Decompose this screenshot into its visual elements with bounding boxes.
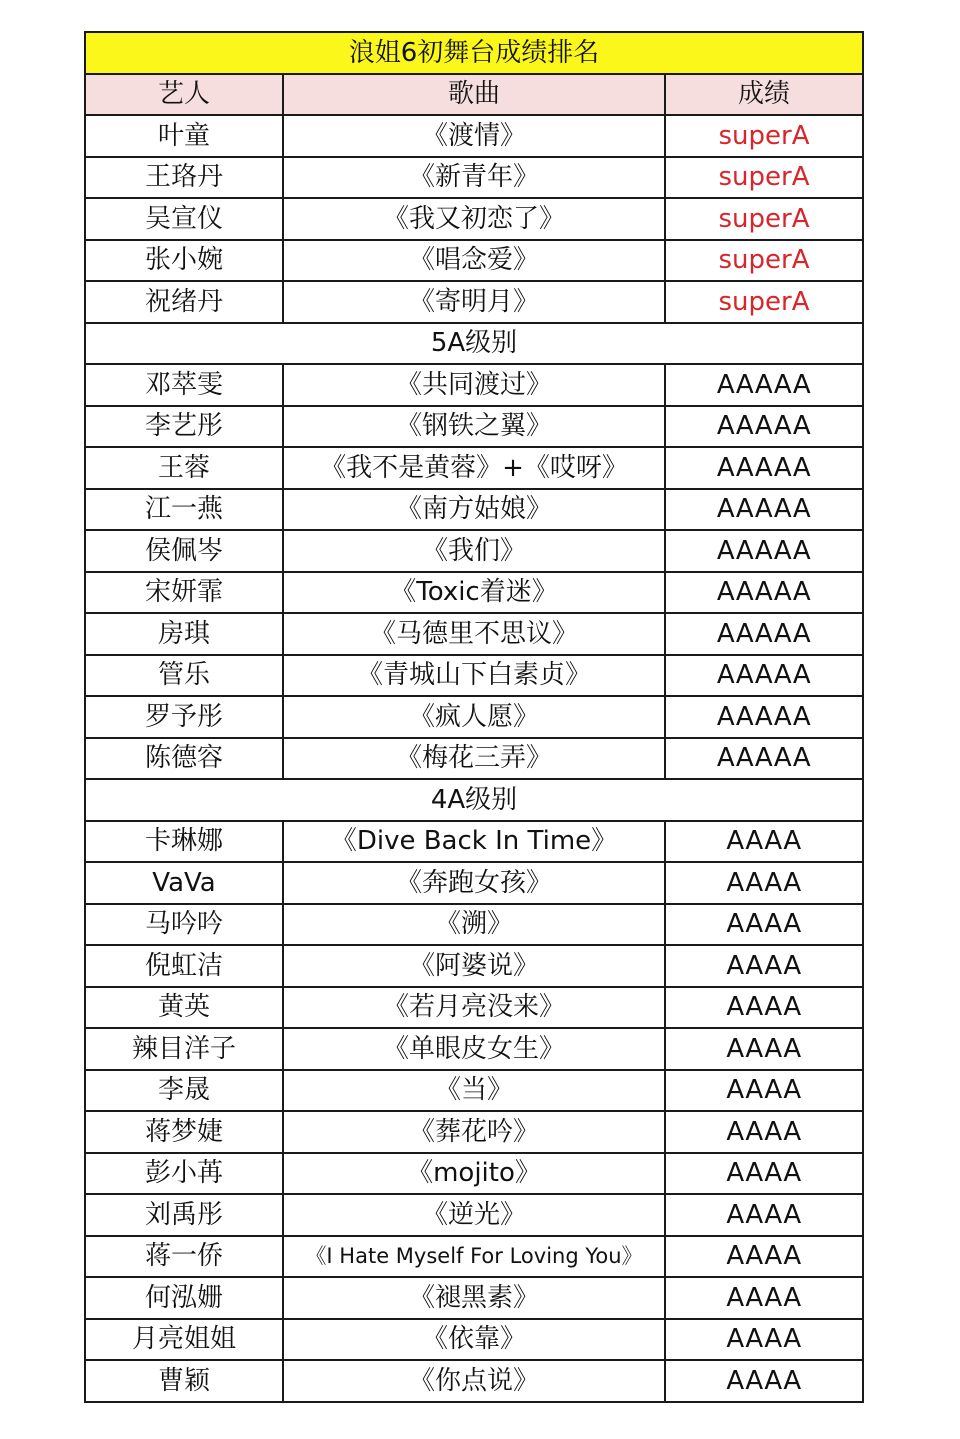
grade-cell: AAAA	[665, 1111, 863, 1153]
table-row	[85, 447, 863, 489]
table-row	[85, 1360, 863, 1402]
artist-cell: 辣目洋子	[85, 1028, 283, 1070]
artist-cell: 马吟吟	[85, 904, 283, 946]
section-row-4a	[85, 779, 863, 821]
song-cell: 《I Hate Myself For Loving You》	[283, 1236, 665, 1278]
artist-cell: 侯佩岑	[85, 530, 283, 572]
song-cell: 《渡情》	[283, 115, 665, 157]
artist-cell: 倪虹洁	[85, 945, 283, 987]
artist-cell: 月亮姐姐	[85, 1319, 283, 1361]
grade-cell: AAAA	[665, 862, 863, 904]
table-row	[85, 281, 863, 323]
song-cell: 《Dive Back In Time》	[283, 821, 665, 863]
grade-cell: AAAA	[665, 945, 863, 987]
grade-cell: AAAA	[665, 1028, 863, 1070]
table-row	[85, 115, 863, 157]
artist-cell: 刘禹彤	[85, 1194, 283, 1236]
artist-cell: 张小婉	[85, 240, 283, 282]
song-cell: 《钢铁之翼》	[283, 406, 665, 448]
song-cell: 《梅花三弄》	[283, 738, 665, 780]
grade-cell: AAAAA	[665, 655, 863, 697]
song-cell: 《褪黑素》	[283, 1277, 665, 1319]
table-row	[85, 240, 863, 282]
song-cell: 《奔跑女孩》	[283, 862, 665, 904]
song-cell: 《我们》	[283, 530, 665, 572]
artist-cell: 罗予彤	[85, 696, 283, 738]
song-cell: 《南方姑娘》	[283, 489, 665, 531]
table-row	[85, 862, 863, 904]
grade-cell: AAAAA	[665, 489, 863, 531]
grade-cell: superA	[665, 115, 863, 157]
artist-cell: 叶童	[85, 115, 283, 157]
table-row	[85, 406, 863, 448]
table-row	[85, 1194, 863, 1236]
song-cell: 《新青年》	[283, 157, 665, 199]
artist-cell: 蒋一侨	[85, 1236, 283, 1278]
song-cell: 《若月亮没来》	[283, 987, 665, 1029]
song-cell: 《Toxic着迷》	[283, 572, 665, 614]
table-row	[85, 1236, 863, 1278]
table-row	[85, 738, 863, 780]
grade-cell: AAAAA	[665, 530, 863, 572]
artist-cell: 陈德容	[85, 738, 283, 780]
table-row	[85, 198, 863, 240]
grade-cell: AAAAA	[665, 738, 863, 780]
grade-cell: AAAA	[665, 1319, 863, 1361]
grade-cell: AAAAA	[665, 613, 863, 655]
song-cell: 《你点说》	[283, 1360, 665, 1402]
grade-cell: superA	[665, 157, 863, 199]
grade-cell: AAAA	[665, 904, 863, 946]
table-title: 浪姐6初舞台成绩排名	[85, 32, 863, 74]
song-cell: 《我不是黄蓉》+《哎呀》	[283, 447, 665, 489]
table-row	[85, 945, 863, 987]
grade-cell: AAAAA	[665, 447, 863, 489]
artist-cell: 江一燕	[85, 489, 283, 531]
song-cell: 《马德里不思议》	[283, 613, 665, 655]
table-row	[85, 821, 863, 863]
song-cell: 《溯》	[283, 904, 665, 946]
table-row	[85, 530, 863, 572]
artist-cell: 彭小苒	[85, 1153, 283, 1195]
grade-cell: AAAA	[665, 1194, 863, 1236]
table-row	[85, 157, 863, 199]
table-row	[85, 904, 863, 946]
song-cell: 《单眼皮女生》	[283, 1028, 665, 1070]
song-cell: 《疯人愿》	[283, 696, 665, 738]
header-grade: 成绩	[665, 74, 863, 116]
header-song: 歌曲	[283, 74, 665, 116]
section-label-5a: 5A级别	[85, 323, 863, 365]
artist-cell: 李晟	[85, 1070, 283, 1112]
table-row	[85, 572, 863, 614]
grade-cell: superA	[665, 240, 863, 282]
artist-cell: VaVa	[85, 862, 283, 904]
song-cell: 《唱念爱》	[283, 240, 665, 282]
table-row	[85, 1277, 863, 1319]
table-row	[85, 987, 863, 1029]
grade-cell: AAAA	[665, 1153, 863, 1195]
song-cell: 《mojito》	[283, 1153, 665, 1195]
artist-cell: 何泓姗	[85, 1277, 283, 1319]
artist-cell: 祝绪丹	[85, 281, 283, 323]
artist-cell: 曹颖	[85, 1360, 283, 1402]
artist-cell: 房琪	[85, 613, 283, 655]
grade-cell: AAAA	[665, 1360, 863, 1402]
grade-cell: AAAAA	[665, 572, 863, 614]
song-cell: 《逆光》	[283, 1194, 665, 1236]
grade-cell: AAAA	[665, 987, 863, 1029]
grade-cell: AAAAA	[665, 406, 863, 448]
table-row	[85, 489, 863, 531]
grade-cell: AAAA	[665, 821, 863, 863]
artist-cell: 卡琳娜	[85, 821, 283, 863]
song-cell: 《我又初恋了》	[283, 198, 665, 240]
artist-cell: 王珞丹	[85, 157, 283, 199]
artist-cell: 黄英	[85, 987, 283, 1029]
table-row	[85, 1319, 863, 1361]
ranking-sheet	[84, 31, 862, 1403]
grade-cell: AAAA	[665, 1070, 863, 1112]
artist-cell: 管乐	[85, 655, 283, 697]
song-cell: 《当》	[283, 1070, 665, 1112]
table-row	[85, 613, 863, 655]
song-cell: 《共同渡过》	[283, 364, 665, 406]
artist-cell: 蒋梦婕	[85, 1111, 283, 1153]
grade-cell: superA	[665, 281, 863, 323]
song-cell: 《依靠》	[283, 1319, 665, 1361]
ranking-table	[84, 31, 864, 1403]
table-row	[85, 655, 863, 697]
grade-cell: AAAAA	[665, 696, 863, 738]
header-row	[85, 74, 863, 116]
section-label-4a: 4A级别	[85, 779, 863, 821]
artist-cell: 邓萃雯	[85, 364, 283, 406]
grade-cell: superA	[665, 198, 863, 240]
song-cell: 《葬花吟》	[283, 1111, 665, 1153]
artist-cell: 李艺彤	[85, 406, 283, 448]
grade-cell: AAAAA	[665, 364, 863, 406]
song-cell: 《阿婆说》	[283, 945, 665, 987]
song-cell: 《寄明月》	[283, 281, 665, 323]
grade-cell: AAAA	[665, 1236, 863, 1278]
song-cell: 《青城山下白素贞》	[283, 655, 665, 697]
artist-cell: 宋妍霏	[85, 572, 283, 614]
table-row	[85, 1111, 863, 1153]
header-artist: 艺人	[85, 74, 283, 116]
table-row	[85, 1070, 863, 1112]
artist-cell: 王蓉	[85, 447, 283, 489]
grade-cell: AAAA	[665, 1277, 863, 1319]
table-row	[85, 696, 863, 738]
table-row	[85, 1153, 863, 1195]
title-row	[85, 32, 863, 74]
artist-cell: 吴宣仪	[85, 198, 283, 240]
table-row	[85, 364, 863, 406]
section-row-5a	[85, 323, 863, 365]
table-row	[85, 1028, 863, 1070]
